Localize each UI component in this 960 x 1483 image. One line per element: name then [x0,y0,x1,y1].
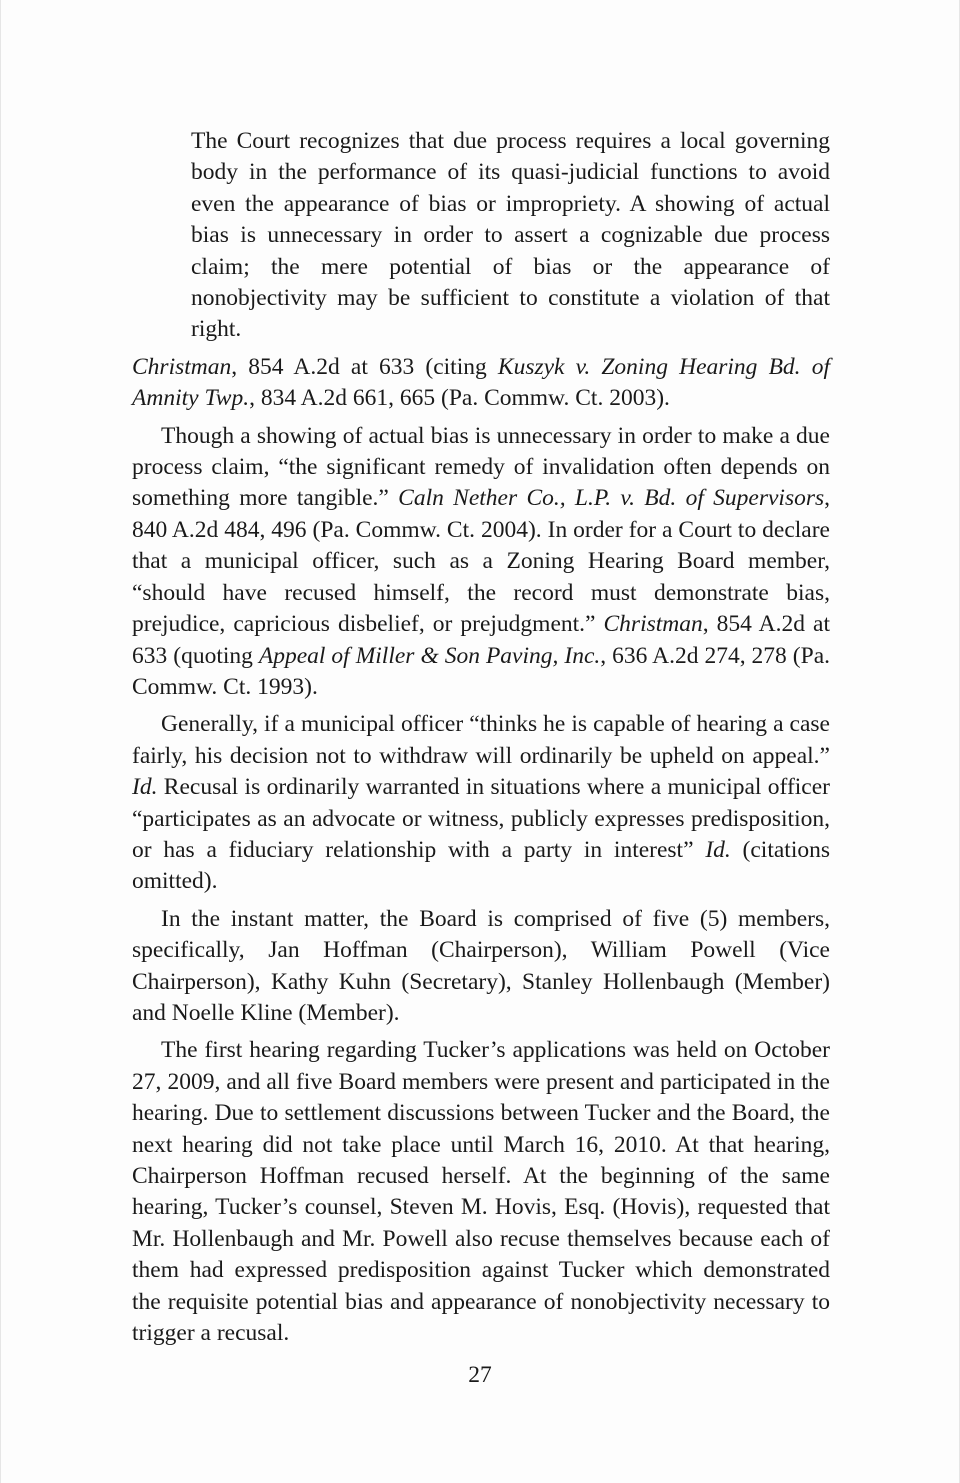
case-name: Kuszyk v. Zoning Hearing Bd. of Amnity Twp. [132,353,830,412]
paragraph-board-members: In the instant matter, the Board is comprised of five (5) members, specifically, Jan Hoffman (Chairperson), William Powell (Vice Chairperson), Kathy Kuhn (Secretary), Stanley Hollenbaugh (Member) and Noelle Kline (Member). [132,905,830,1026]
id-citation: Id. [705,836,731,863]
id-citation: Id. [132,774,158,801]
case-name: Christman [603,611,703,638]
case-name: Appeal of Miller & Son Paving, Inc. [258,642,601,669]
citation: Christman, 854 A.2d at 633 (citing Kuszyk v. Zoning Hearing Bd. of Amnity Twp., 834 A.2d 661, 665 (Pa. Commw. Ct. 2003). [132,353,830,412]
case-name: Christman [132,353,232,380]
block-quote: The Court recognizes that due process requires a local governing body in the performance of its quasi-judicial functions to avoid even the appearance of bias or impropriety. A showing of actual bias is unnecessary in order to assert a cognizable due process claim; the mere potential of bias or the appearance of nonobjectivity may be sufficient to constitute a violation of that right. [191,128,830,343]
paragraph-bias-remedy: Though a showing of actual bias is unnecessary in order to make a due process claim, “the significant remedy of invalidation often depends on something more tangible.” Caln Nether Co., L.P. v. Bd. of Supervisors, 840 A.2d 484, 496 (Pa. Commw. Ct. 2004). In order for a Court to declare that a municipal officer, such as a Zoning Hearing Board member, “should have recused himself, the record must demonstrate bias, prejudice, capricious disbelief, or prejudgment.” Christman, 854 A.2d at 633 (quoting Appeal of Miller & Son Paving, Inc., 636 A.2d 274, 278 (Pa. Commw. Ct. 1993). [132,422,831,700]
body-text [132,126,830,1355]
case-name: Caln Nether Co., L.P. v. Bd. of Supervisors [398,485,825,512]
paragraph-recusal: Generally, if a municipal officer “thinks he is capable of hearing a case fairly, his decision not to withdraw will ordinarily be upheld on appeal.” Id. Recusal is ordinarily warranted in situations where a municipal officer “participates as an advocate or witness, publicly expresses predisposition, or has a fiduciary relationship with a party in interest” Id. (citations omitted). [132,711,830,895]
paragraph-hearing: The first hearing regarding Tucker’s applications was held on October 27, 2009, and all five Board members were present and participated in the hearing. Due to settlement discussions between Tucker and the Board, the next hearing did not take place until March 16, 2010. At that hearing, Chairperson Hoffman recused herself. At the beginning of the same hearing, Tucker’s counsel, Steven M. Hovis, Esq. (Hovis), requested that Mr. Hollenbaugh and Mr. Powell also recuse themselves because each of them had expressed predisposition against Tucker which demonstrated the requisite potential bias and appearance of nonobjectivity necessary to trigger a recusal. [132,1037,830,1347]
page-number: 27 [468,1362,492,1388]
